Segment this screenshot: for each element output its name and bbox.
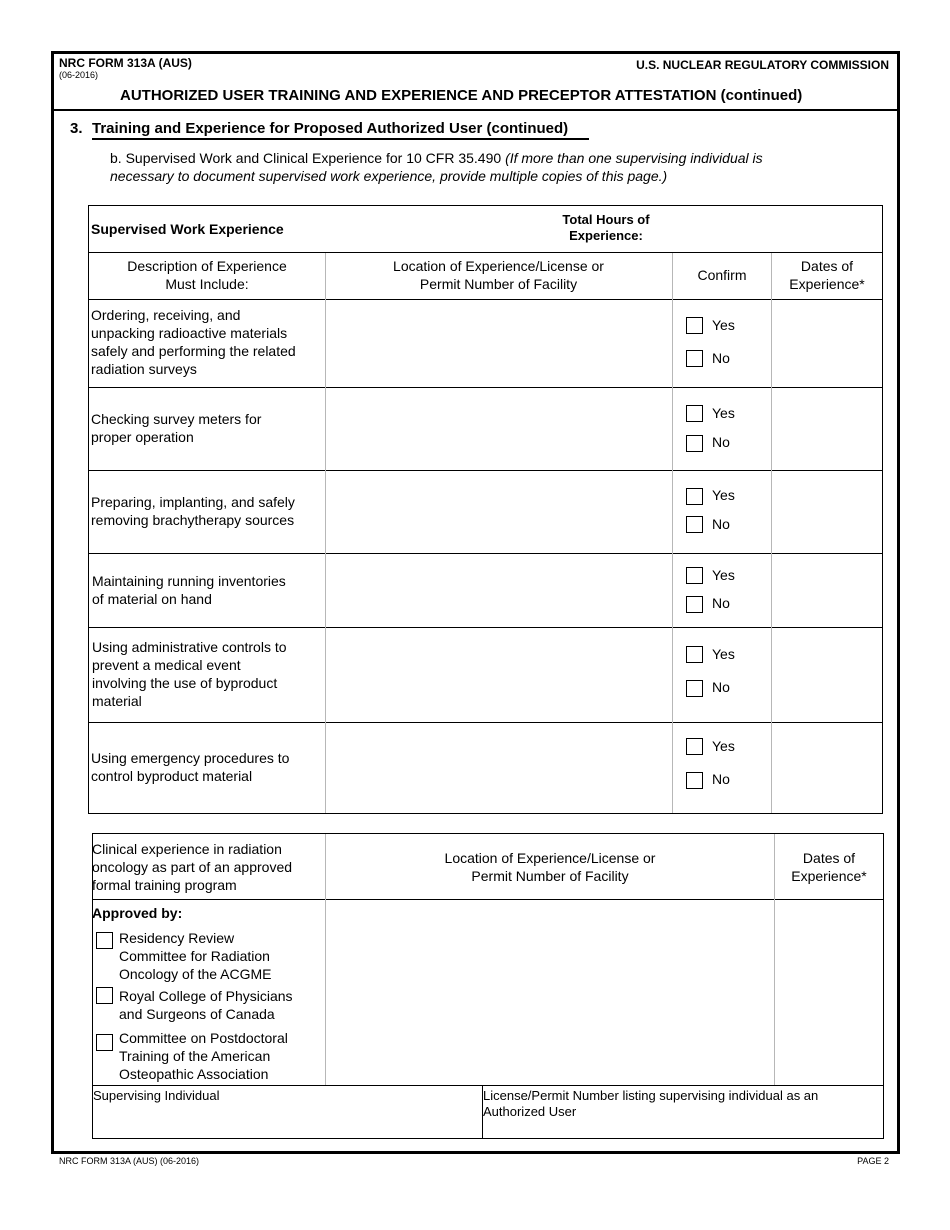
location-field[interactable] — [330, 473, 668, 550]
no-checkbox[interactable] — [686, 435, 703, 452]
dates-field[interactable] — [775, 302, 879, 384]
license-number-field[interactable] — [486, 1120, 880, 1136]
aoa-label: Committee on Postdoctoral Training of the American Osteopathic Association — [119, 1030, 288, 1082]
no-checkbox[interactable] — [686, 516, 703, 533]
row-description: Ordering, receiving, and unpacking radioactive materials safely and performing the related radiation surveys — [91, 307, 296, 377]
agency-name: U.S. NUCLEAR REGULATORY COMMISSION — [636, 58, 889, 72]
total-hours-field[interactable] — [676, 210, 876, 246]
dates-field[interactable] — [775, 630, 879, 719]
yes-label: Yes — [712, 738, 735, 754]
aoa-checkbox[interactable] — [96, 1034, 113, 1051]
clinical-dates-header: Dates of Experience* — [791, 850, 867, 884]
clinical-dates-field[interactable] — [778, 903, 880, 1081]
license-number-label: License/Permit Number listing supervising individual as an Authorized User — [483, 1088, 819, 1119]
dates-field[interactable] — [775, 725, 879, 810]
item-b-label: b. Supervised Work and Clinical Experience for 10 CFR 35.490 — [110, 150, 502, 166]
yes-checkbox[interactable] — [686, 738, 703, 755]
yes-label: Yes — [712, 567, 735, 583]
col-confirm-header: Confirm — [697, 267, 747, 283]
location-field[interactable] — [330, 725, 668, 810]
item-b-text — [110, 149, 763, 167]
no-label: No — [712, 434, 730, 450]
location-field[interactable] — [330, 630, 668, 719]
dates-field[interactable] — [775, 390, 879, 467]
location-field[interactable] — [330, 556, 668, 624]
dates-field[interactable] — [775, 473, 879, 550]
row-description: Using emergency procedures to control byproduct material — [91, 750, 290, 784]
approved-by-label: Approved by: — [92, 905, 183, 921]
no-checkbox[interactable] — [686, 596, 703, 613]
footer-form-ref: NRC FORM 313A (AUS) (06-2016) — [59, 1156, 200, 1166]
no-label: No — [712, 595, 730, 611]
footer-page-number: PAGE 2 — [857, 1156, 889, 1166]
yes-label: Yes — [712, 487, 735, 503]
no-label: No — [712, 516, 730, 532]
yes-label: Yes — [712, 646, 735, 662]
acgme-checkbox[interactable] — [96, 932, 113, 949]
col-location-header: Location of Experience/License or Permit Number of Facility — [393, 258, 604, 292]
row-description: Maintaining running inventories of material on hand — [92, 573, 286, 607]
royal-college-label: Royal College of Physicians and Surgeons of Canada — [119, 988, 293, 1022]
yes-checkbox[interactable] — [686, 317, 703, 334]
form-date: (06-2016) — [59, 70, 99, 80]
item-b-note: (If more than one supervising individual is — [505, 150, 763, 166]
clinical-location-header: Location of Experience/License or Permit Number of Facility — [444, 850, 656, 884]
acgme-label: Residency Review Committee for Radiation Oncology of the ACGME — [119, 930, 272, 982]
yes-checkbox[interactable] — [686, 488, 703, 505]
no-label: No — [712, 350, 730, 366]
section-number: 3. — [70, 120, 83, 137]
location-field[interactable] — [330, 390, 668, 467]
total-hours-label: Total Hours of Experience: — [562, 212, 650, 243]
section-title-underline — [92, 138, 589, 140]
form-title: AUTHORIZED USER TRAINING AND EXPERIENCE AND PRECEPTOR ATTESTATION (continued) — [120, 87, 803, 104]
yes-label: Yes — [712, 405, 735, 421]
item-b-note-2: necessary to document supervised work experience, provide multiple copies of this page.) — [110, 168, 668, 184]
col-description-header: Description of Experience Must Include: — [127, 258, 287, 292]
row-description: Checking survey meters for proper operation — [91, 411, 262, 445]
yes-checkbox[interactable] — [686, 646, 703, 663]
clinical-location-field[interactable] — [330, 903, 770, 1081]
royal-college-checkbox[interactable] — [96, 987, 113, 1004]
yes-checkbox[interactable] — [686, 567, 703, 584]
no-label: No — [712, 679, 730, 695]
header-divider — [54, 109, 897, 111]
yes-label: Yes — [712, 317, 735, 333]
form-id: NRC FORM 313A (AUS) — [59, 56, 192, 70]
work-table-title: Supervised Work Experience — [91, 221, 284, 237]
no-checkbox[interactable] — [686, 772, 703, 789]
supervising-individual-field[interactable] — [95, 1104, 479, 1136]
clinical-description-header: Clinical experience in radiation oncology as part of an approved formal training program — [92, 841, 293, 893]
row-description: Using administrative controls to prevent a medical event involving the use of byproduct material — [92, 639, 287, 709]
row-description: Preparing, implanting, and safely removing brachytherapy sources — [91, 494, 295, 528]
supervising-individual-label: Supervising Individual — [93, 1088, 220, 1103]
location-field[interactable] — [330, 302, 668, 384]
no-label: No — [712, 771, 730, 787]
yes-checkbox[interactable] — [686, 405, 703, 422]
no-checkbox[interactable] — [686, 350, 703, 367]
no-checkbox[interactable] — [686, 680, 703, 697]
col-dates-header: Dates of Experience* — [789, 258, 865, 292]
section-title: Training and Experience for Proposed Authorized User (continued) — [92, 120, 569, 137]
dates-field[interactable] — [775, 556, 879, 624]
